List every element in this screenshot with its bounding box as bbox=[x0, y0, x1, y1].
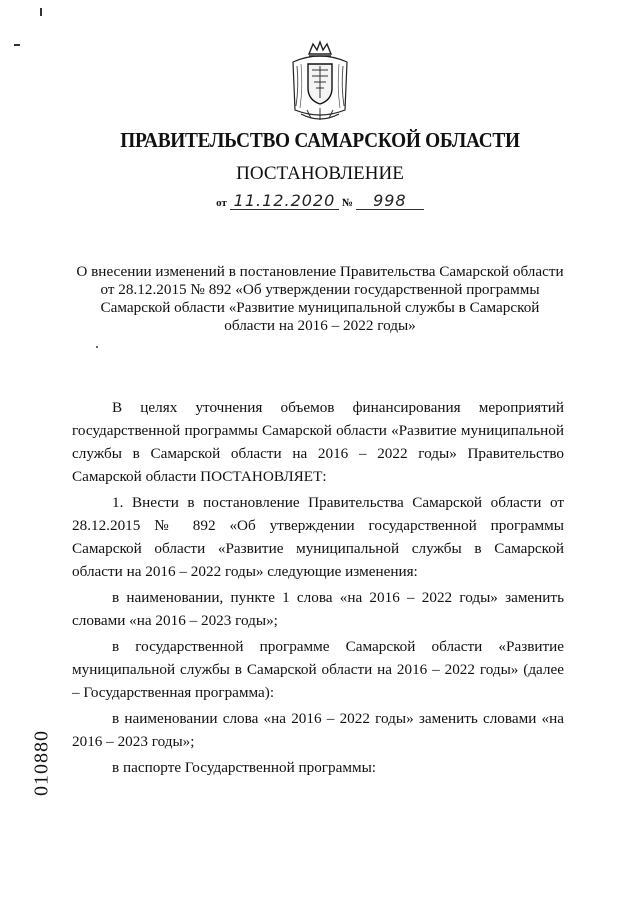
document-type: ПОСТАНОВЛЕНИЕ bbox=[236, 163, 404, 184]
date-number-line bbox=[0, 193, 640, 210]
stamp-number: 010880 bbox=[30, 730, 53, 796]
subject-line: области на 2016 – 2022 годы» bbox=[224, 317, 416, 334]
number-prefix: № bbox=[342, 197, 354, 209]
subject-line: от 28.12.2015 № 892 «Об утверждении государственной программы bbox=[100, 281, 540, 298]
body-paragraph: В целях уточнения объемов финансирования мероприятий государственной программы Самарской области «Развитие муниципальной службы в Самарской области на 2016 – 2022 годы» Правительство Самарской области ПОСТАНОВЛЯЕТ: bbox=[72, 399, 564, 485]
coat-of-arms-emblem bbox=[287, 40, 353, 124]
body-paragraph: 1. Внести в постановление Правительства Самарской области от 28.12.2015 № 892 «Об утверждении государственной программы Самарской области «Развитие муниципальной службы в Самарской области на 2016 – 2022 годы» следующие изменения: bbox=[72, 494, 564, 580]
body-paragraph: в государственной программе Самарской области «Развитие муниципальной службы в Самарской области на 2016 – 2022 годы» (далее – Государственная программа): bbox=[72, 638, 564, 701]
body-paragraph: в наименовании, пункте 1 слова «на 2016 – 2022 годы» заменить словами «на 2016 – 2023 годы»; bbox=[72, 589, 564, 629]
date-prefix: от bbox=[216, 197, 227, 209]
document-body bbox=[72, 396, 564, 782]
number-value: 998 bbox=[356, 193, 424, 210]
document-subject bbox=[70, 263, 570, 335]
subject-line: Самарской области «Развитие муниципальной службы в Самарской bbox=[100, 299, 540, 316]
date-value: 11.12.2020 bbox=[230, 193, 340, 210]
scan-mark bbox=[40, 8, 42, 16]
body-paragraph: в наименовании слова «на 2016 – 2022 годы» заменить словами «на 2016 – 2023 годы»; bbox=[72, 710, 564, 750]
side-registration-stamp bbox=[30, 720, 54, 806]
scan-mark bbox=[14, 44, 20, 46]
organization-title: ПРАВИТЕЛЬСТВО САМАРСКОЙ ОБЛАСТИ bbox=[120, 128, 520, 152]
scan-dot bbox=[96, 346, 98, 348]
body-paragraph: в паспорте Государственной программы: bbox=[112, 759, 377, 776]
subject-line: О внесении изменений в постановление Правительства Самарской области bbox=[76, 263, 564, 280]
